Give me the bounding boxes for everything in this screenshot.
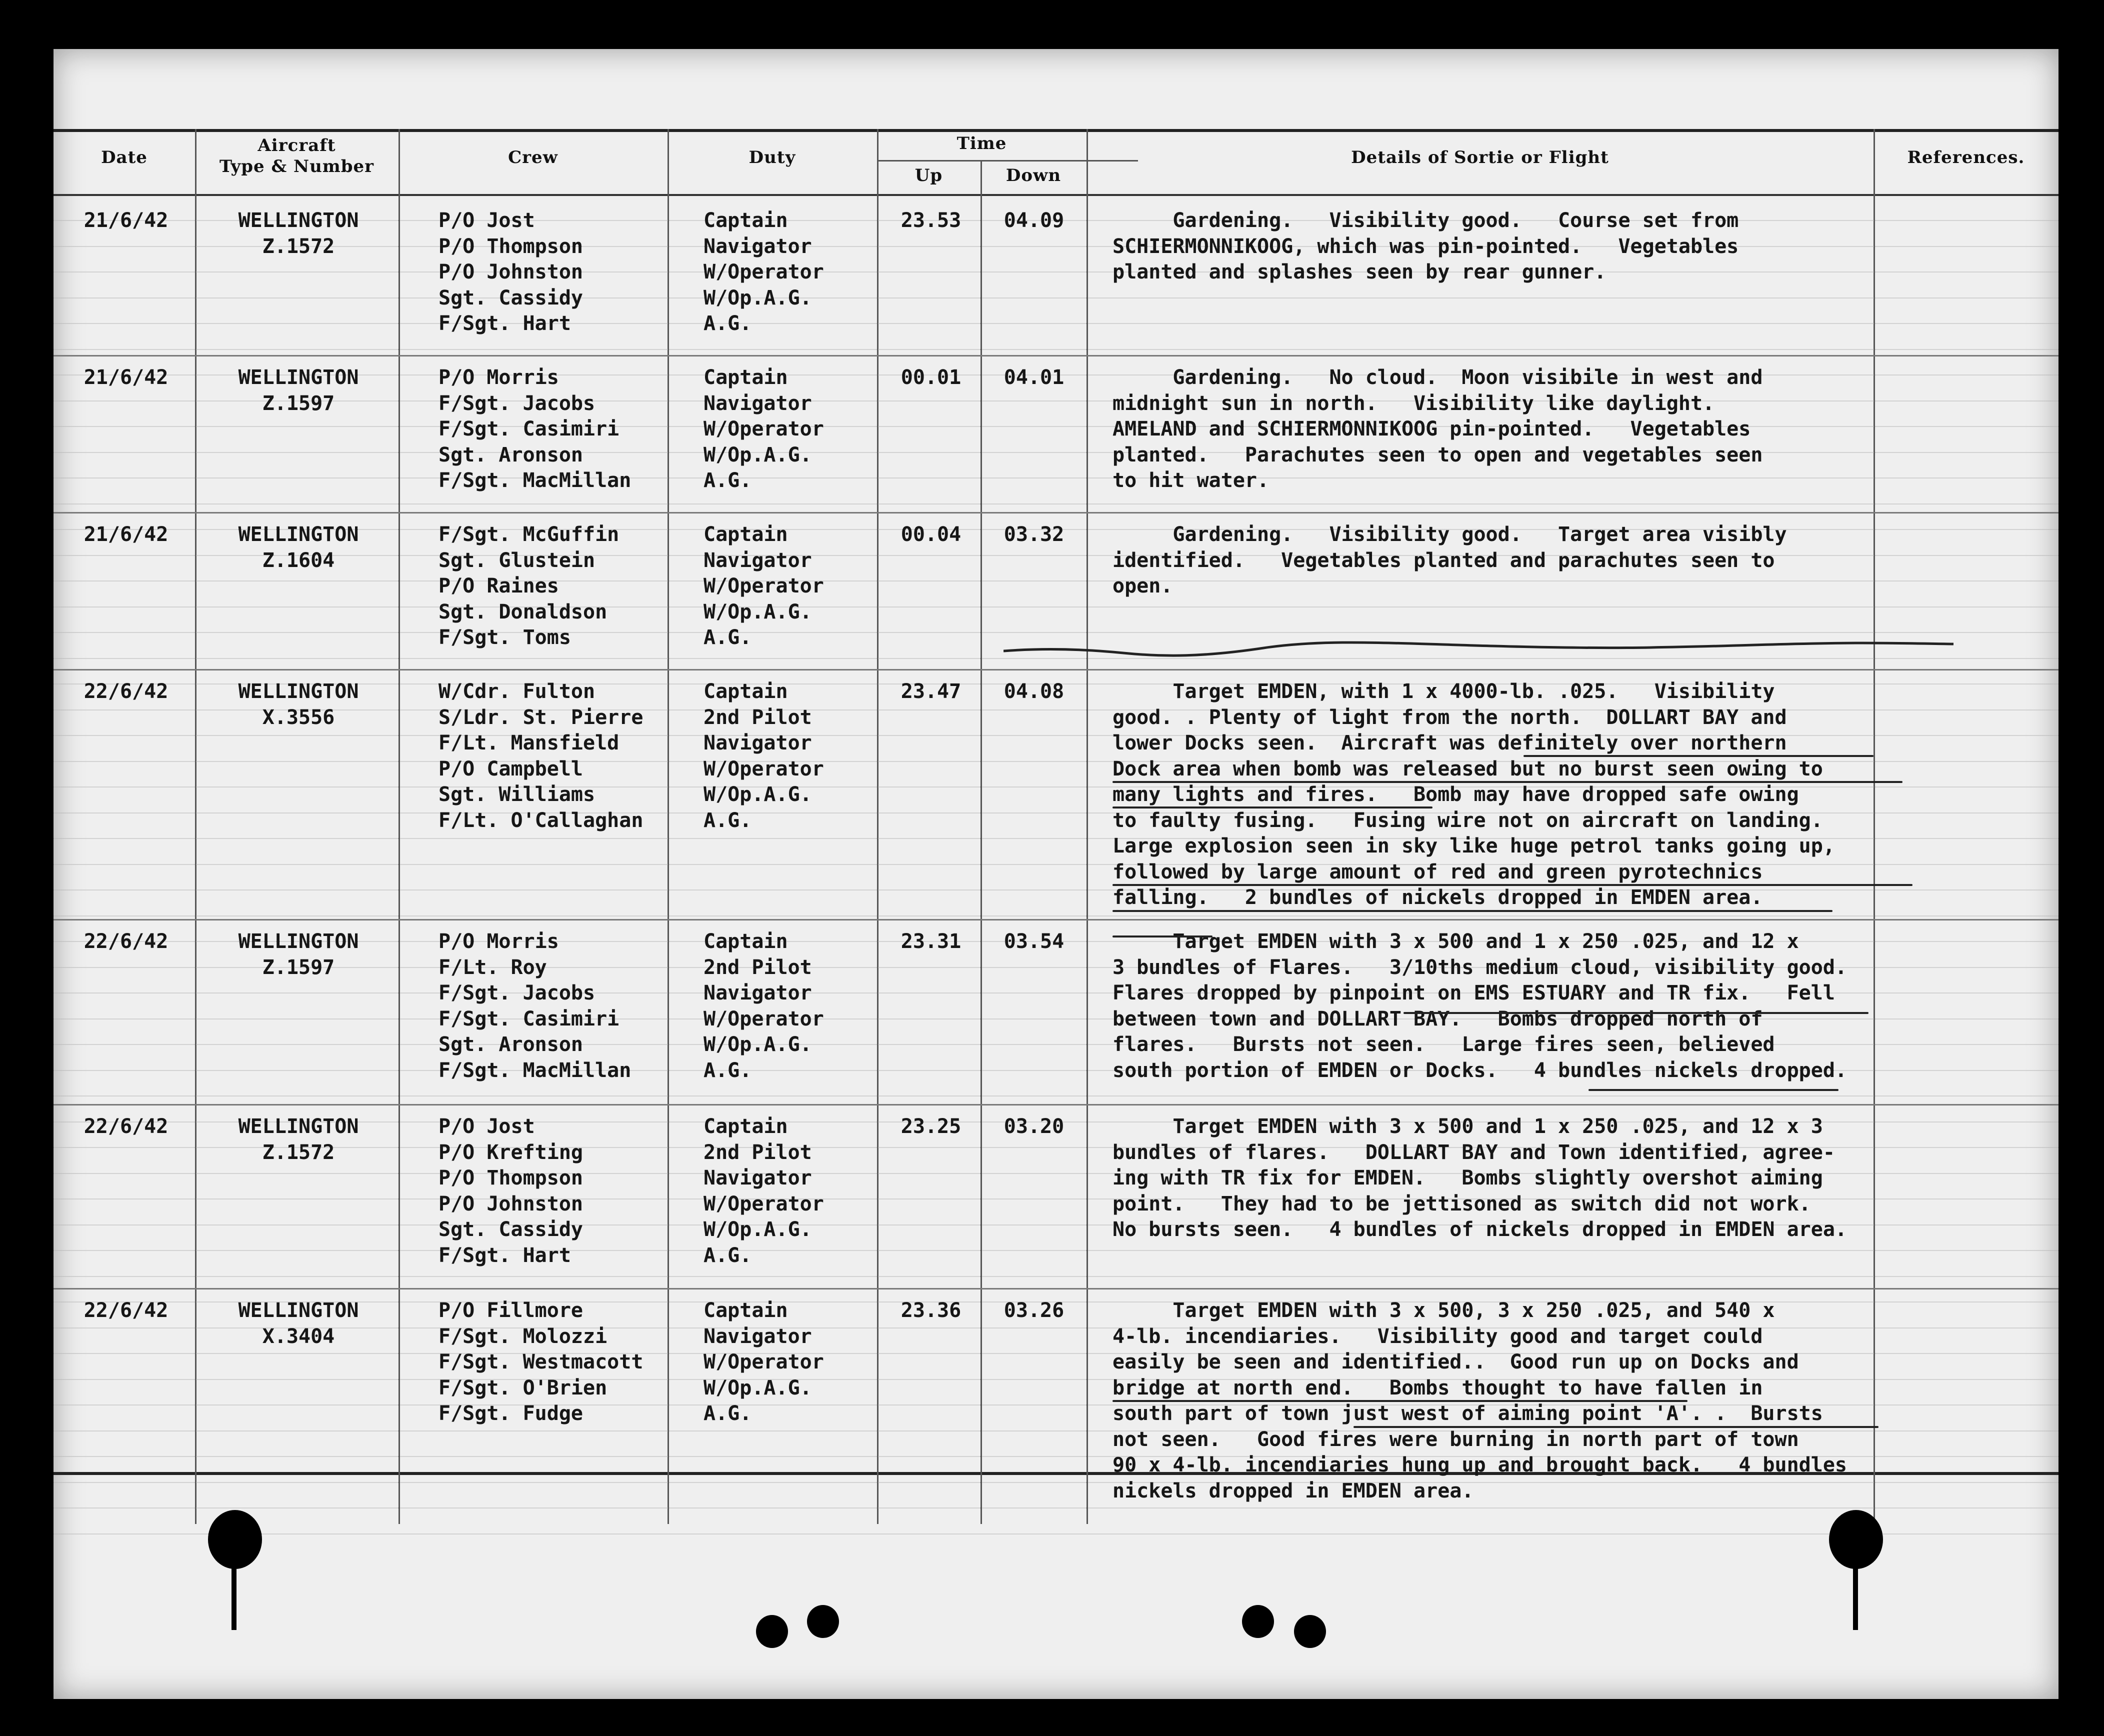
sortie-duty-line: A.G. [704, 808, 752, 832]
rule-line [54, 349, 2058, 350]
sortie-details-line: point. They had to be jettisoned as switch did not work. [1112, 1192, 1811, 1216]
sortie-time-up: 00.01 [900, 366, 962, 389]
sortie-duty [704, 1298, 824, 1427]
sortie-time-up: 23.31 [900, 930, 962, 953]
sortie-duty-line: Captain [704, 523, 788, 546]
sortie-time-down: 03.32 [1004, 523, 1064, 546]
rule-line [54, 1276, 2058, 1277]
sortie-crew-line: P/O Johnston [438, 260, 583, 284]
sortie-aircraft-line: WELLINGTON [238, 209, 359, 232]
header-time: Time [956, 134, 1007, 154]
sortie-crew-line: P/O Thompson [438, 1166, 583, 1190]
sortie-crew-line: F/Sgt. Molozzi [438, 1324, 608, 1348]
entry-separator [54, 919, 2058, 920]
sortie-duty-line: W/Op.A.G. [704, 1376, 812, 1400]
sortie-details-line: bundles of flares. DOLLART BAY and Town identified, agree- [1112, 1140, 1835, 1164]
pen-underline [1524, 755, 1874, 757]
sortie-aircraft [198, 679, 398, 730]
sortie-duty-line: W/Operator [704, 757, 824, 780]
rule-line [54, 606, 2058, 608]
sortie-details-line: not seen. Good fires were burning in north part of town [1112, 1428, 1799, 1451]
header-aircraft [195, 135, 398, 177]
sortie-duty-line: W/Operator [704, 418, 824, 440]
pen-underline [1112, 910, 1832, 912]
sortie-aircraft-line: WELLINGTON [238, 1299, 359, 1322]
sortie-crew-line: P/O Raines [438, 574, 559, 598]
sortie-aircraft-line: X.3404 [262, 1324, 335, 1348]
sortie-time-down: 04.08 [1004, 680, 1064, 703]
header-references: References. [1907, 148, 2025, 168]
record-sheet [54, 49, 2058, 1699]
sortie-details-line: No bursts seen. 4 bundles of nickels dropped in EMDEN area. [1112, 1218, 1848, 1241]
sortie-crew-line: Sgt. Aronson [438, 1033, 583, 1056]
header-up: Up [914, 166, 943, 186]
binder-hole [1242, 1605, 1274, 1638]
sortie-time-up: 23.47 [900, 680, 962, 703]
rule-line [54, 323, 2058, 324]
sortie-aircraft-line: Z.1572 [262, 1140, 335, 1164]
sortie-details-line: Dock area when bomb was released but no burst seen owing to [1112, 757, 1823, 780]
entry-separator [54, 512, 2058, 514]
sortie-crew-line: F/Sgt. Casimiri [438, 418, 620, 440]
sortie-duty [704, 208, 824, 337]
sortie-duty [704, 679, 824, 834]
sortie-duty-line: W/Operator [704, 1192, 824, 1216]
col-divider-down [1086, 129, 1088, 1524]
sortie-aircraft-line: WELLINGTON [238, 366, 359, 389]
sortie-details-line: Target EMDEN with 3 x 500, 3 x 250 .025, and 540 x [1112, 1299, 1775, 1322]
sortie-crew-line: F/Sgt. MacMillan [438, 1058, 632, 1082]
pen-underline [1112, 936, 1212, 938]
sortie-time-up: 23.53 [900, 209, 962, 232]
sortie-duty-line: A.G. [704, 469, 752, 492]
sortie-duty-line: Navigator [704, 392, 812, 415]
sortie-crew-line: P/O Jost [438, 1115, 535, 1138]
sortie-details-line: good. . Plenty of light from the north. DOLLART BAY and [1112, 706, 1787, 729]
sortie-date: 21/6/42 [84, 209, 168, 232]
sortie-duty-line: W/Operator [704, 1007, 824, 1030]
sortie-details-line: Target EMDEN with 3 x 500 and 1 x 250 .025, and 12 x [1112, 930, 1799, 953]
sortie-crew [438, 929, 631, 1084]
header-date: Date [101, 148, 148, 168]
sortie-details [1112, 1114, 1847, 1243]
pen-underline [1588, 1089, 1838, 1091]
sortie-crew [438, 365, 631, 494]
sortie-duty-line: Navigator [704, 1324, 812, 1348]
sortie-crew-line: Sgt. Aronson [438, 443, 583, 466]
sortie-details [1112, 522, 1787, 600]
sortie-details-line: AMELAND and SCHIERMONNIKOOG pin-pointed. Vegetables [1112, 418, 1751, 440]
sortie-crew-line: P/O Fillmore [438, 1299, 583, 1322]
sortie-crew-line: F/Sgt. McGuffin [438, 523, 620, 546]
sortie-duty-line: W/Op.A.G. [704, 783, 812, 806]
sortie-crew [438, 1298, 643, 1427]
sortie-crew-line: F/Sgt. Toms [438, 626, 571, 649]
col-divider-date [195, 129, 196, 1524]
sortie-crew-line: F/Lt. Roy [438, 956, 547, 979]
sortie-aircraft [198, 1298, 398, 1350]
sortie-aircraft [198, 1114, 398, 1166]
sortie-duty-line: Captain [704, 930, 788, 953]
header-down: Down [1006, 166, 1062, 186]
sortie-time-down: 04.01 [1004, 366, 1064, 389]
pen-underline [1404, 1012, 1868, 1014]
sortie-details-line: 90 x 4-lb. incendiaries hung up and brought back. 4 bundles [1112, 1454, 1848, 1476]
sortie-details [1112, 679, 1835, 911]
sortie-details-line: Target EMDEN, with 1 x 4000-lb. .025. Visibility [1112, 680, 1775, 703]
sortie-crew [438, 679, 643, 834]
col-divider-up [980, 160, 982, 1524]
rule-line [54, 1250, 2058, 1251]
sortie-details-line: open. [1112, 574, 1173, 598]
header-duty: Duty [748, 148, 796, 168]
sortie-crew-line: P/O Jost [438, 209, 535, 232]
sortie-details-line: south portion of EMDEN or Docks. 4 bundles nickels dropped. [1112, 1058, 1848, 1082]
sortie-crew-line: P/O Thompson [438, 234, 583, 258]
sortie-duty-line: A.G. [704, 312, 752, 335]
pen-underline [1354, 1426, 1878, 1428]
pen-underline [1112, 806, 1432, 808]
sortie-crew-line: F/Sgt. Jacobs [438, 982, 596, 1004]
sortie-duty-line: Navigator [704, 732, 812, 754]
sortie-crew [438, 1114, 583, 1268]
sortie-details-line: identified. Vegetables planted and parachutes seen to [1112, 548, 1775, 572]
sortie-duty-line: A.G. [704, 1402, 752, 1425]
sortie-duty-line: A.G. [704, 1058, 752, 1082]
sortie-details-line: ing with TR fix for EMDEN. Bombs slightly overshot aiming [1112, 1166, 1823, 1190]
sortie-details [1112, 208, 1738, 286]
col-divider-aircraft [398, 129, 400, 1524]
sortie-date: 22/6/42 [84, 1115, 168, 1138]
binder-hole [208, 1510, 262, 1569]
sortie-duty-line: W/Op.A.G. [704, 600, 812, 624]
sortie-details-line: between town and DOLLART BAY. Bombs dropped north of [1112, 1007, 1763, 1030]
sortie-aircraft [198, 365, 398, 416]
header-crew: Crew [508, 148, 558, 168]
sortie-duty-line: Captain [704, 366, 788, 389]
sortie-details-line: followed by large amount of red and green pyrotechnics [1112, 860, 1763, 884]
sortie-crew [438, 208, 583, 337]
sortie-details-line: easily be seen and identified.. Good run up on Docks and [1112, 1350, 1799, 1374]
entry-separator [54, 1288, 2058, 1290]
sortie-crew-line: Sgt. Cassidy [438, 1218, 583, 1241]
sortie-aircraft-line: Z.1597 [262, 392, 335, 415]
sortie-duty [704, 365, 824, 494]
sortie-crew-line: P/O Johnston [438, 1192, 583, 1216]
sortie-crew-line: F/Sgt. Westmacott [438, 1350, 644, 1374]
sortie-crew-line: S/Ldr. St. Pierre [438, 706, 644, 729]
sortie-aircraft-line: WELLINGTON [238, 680, 359, 703]
entry-separator [54, 1104, 2058, 1106]
col-divider-crew [668, 129, 669, 1524]
sortie-details-line: planted and splashes seen by rear gunner. [1112, 260, 1606, 284]
sortie-duty-line: Navigator [704, 1166, 812, 1190]
sortie-duty-line: W/Operator [704, 574, 824, 598]
sortie-details-line: to faulty fusing. Fusing wire not on aircraft on landing. [1112, 808, 1823, 832]
sortie-crew-line: P/O Morris [438, 366, 559, 389]
binder-hole [1294, 1615, 1326, 1648]
sortie-details-line: planted. Parachutes seen to open and vegetables seen [1112, 443, 1763, 466]
sortie-crew-line: F/Sgt. Hart [438, 1244, 571, 1267]
sortie-time-up: 00.04 [900, 523, 962, 546]
sortie-crew-line: P/O Krefting [438, 1140, 583, 1164]
header-aircraft-line1: Aircraft [258, 136, 336, 156]
sortie-aircraft [198, 208, 398, 260]
sortie-details-line: nickels dropped in EMDEN area. [1112, 1479, 1474, 1502]
header-rule [54, 194, 2058, 196]
sortie-details [1112, 929, 1847, 1084]
sortie-crew-line: Sgt. Glustein [438, 548, 596, 572]
sortie-duty-line: 2nd Pilot [704, 956, 812, 979]
sortie-duty-line: 2nd Pilot [704, 706, 812, 729]
sortie-aircraft-line: Z.1572 [262, 234, 335, 258]
binder-hole [807, 1605, 839, 1638]
sortie-time-down: 03.54 [1004, 930, 1064, 953]
sortie-aircraft [198, 522, 398, 574]
sortie-crew [438, 522, 619, 651]
sortie-date: 21/6/42 [84, 366, 168, 389]
sortie-duty-line: Navigator [704, 234, 812, 258]
sortie-crew-line: F/Sgt. MacMillan [438, 469, 632, 492]
sortie-details-line: falling. 2 bundles of nickels dropped in EMDEN area. [1112, 886, 1763, 909]
sortie-crew-line: F/Sgt. Jacobs [438, 392, 596, 415]
top-rule [54, 129, 2058, 132]
sortie-date: 21/6/42 [84, 523, 168, 546]
sortie-duty-line: Captain [704, 209, 788, 232]
sortie-time-down: 03.20 [1004, 1115, 1064, 1138]
sortie-crew-line: F/Sgt. Fudge [438, 1402, 583, 1425]
sortie-aircraft-line: WELLINGTON [238, 523, 359, 546]
sortie-crew-line: F/Sgt. Hart [438, 312, 571, 335]
sortie-duty-line: W/Operator [704, 260, 824, 284]
header-details: Details of Sortie or Flight [1351, 148, 1609, 168]
binder-hook [232, 1565, 236, 1630]
entry-separator [54, 669, 2058, 670]
sortie-date: 22/6/42 [84, 930, 168, 953]
sortie-crew-line: P/O Campbell [438, 757, 583, 780]
sortie-crew-line: Sgt. Donaldson [438, 600, 608, 624]
sortie-date: 22/6/42 [84, 680, 168, 703]
header-aircraft-line2: Type & Number [219, 156, 374, 176]
sortie-aircraft-line: WELLINGTON [238, 930, 359, 953]
sortie-details-line: 3 bundles of Flares. 3/10ths medium cloud, visibility good. [1112, 956, 1848, 979]
sortie-aircraft-line: Z.1597 [262, 956, 335, 979]
sortie-crew-line: W/Cdr. Fulton [438, 680, 596, 703]
sortie-date: 22/6/42 [84, 1299, 168, 1322]
sortie-details-line: Gardening. No cloud. Moon visibile in west and [1112, 366, 1763, 389]
sortie-aircraft-line: WELLINGTON [238, 1115, 359, 1138]
sortie-details-line: Large explosion seen in sky like huge petrol tanks going up, [1112, 834, 1835, 858]
sortie-time-down: 03.26 [1004, 1299, 1064, 1322]
sortie-time-up: 23.36 [900, 1299, 962, 1322]
sortie-crew-line: Sgt. Cassidy [438, 286, 583, 310]
sortie-crew-line: F/Lt. Mansfield [438, 732, 620, 754]
sortie-duty [704, 522, 824, 651]
sortie-time-down: 04.09 [1004, 209, 1064, 232]
binder-hole [1829, 1510, 1883, 1569]
sortie-duty-line: W/Op.A.G. [704, 443, 812, 466]
sortie-details-line: SCHIERMONNIKOOG, which was pin-pointed. Vegetables [1112, 234, 1739, 258]
sortie-details-line: south part of town just west of aiming point 'A'. . Bursts [1112, 1402, 1823, 1425]
sortie-duty-line: 2nd Pilot [704, 1140, 812, 1164]
sortie-aircraft [198, 929, 398, 980]
sortie-duty-line: A.G. [704, 1244, 752, 1267]
sortie-duty-line: W/Op.A.G. [704, 1033, 812, 1056]
sortie-details-line: 4-lb. incendiaries. Visibility good and target could [1112, 1324, 1763, 1348]
sortie-details-line: Gardening. Visibility good. Target area visibly [1112, 523, 1787, 546]
sortie-details-line: Target EMDEN with 3 x 500 and 1 x 250 .025, and 12 x 3 [1112, 1115, 1823, 1138]
sortie-duty [704, 1114, 824, 1268]
entry-separator [54, 355, 2058, 356]
sortie-details-line: bridge at north end. Bombs thought to have fallen in [1112, 1376, 1763, 1400]
sortie-duty-line: Navigator [704, 982, 812, 1004]
sortie-crew-line: F/Lt. O'Callaghan [438, 808, 644, 832]
sortie-details-line: Gardening. Visibility good. Course set from [1112, 209, 1739, 232]
binder-hook [1853, 1565, 1858, 1630]
pen-underline [1112, 781, 1902, 783]
sortie-duty-line: Captain [704, 1115, 788, 1138]
sortie-details-line: to hit water. [1112, 469, 1270, 492]
sortie-duty [704, 929, 824, 1084]
pen-line [1004, 633, 1954, 663]
sortie-duty-line: W/Operator [704, 1350, 824, 1374]
col-divider-details [1874, 129, 1875, 1524]
sortie-duty-line: A.G. [704, 626, 752, 649]
sortie-details-line: Flares dropped by pinpoint on EMS ESTUARY and TR fix. Fell [1112, 982, 1835, 1004]
sortie-aircraft-line: X.3556 [262, 706, 335, 729]
sortie-crew-line: Sgt. Williams [438, 783, 596, 806]
pen-underline [1112, 884, 1912, 886]
sortie-duty-line: W/Op.A.G. [704, 1218, 812, 1241]
sortie-details-line: flares. Bursts not seen. Large fires seen, believed [1112, 1033, 1775, 1056]
col-divider-duty [877, 129, 878, 1524]
pen-underline [1112, 1400, 1688, 1402]
sortie-duty-line: Captain [704, 680, 788, 703]
sortie-crew-line: P/O Morris [438, 930, 559, 953]
sortie-time-up: 23.25 [900, 1115, 962, 1138]
sortie-duty-line: Captain [704, 1299, 788, 1322]
sortie-details-line: midnight sun in north. Visibility like daylight. [1112, 392, 1715, 415]
sortie-crew-line: F/Sgt. O'Brien [438, 1376, 608, 1400]
sortie-details-line: many lights and fires. Bomb may have dropped safe owing [1112, 783, 1799, 806]
sortie-details-line: lower Docks seen. Aircraft was definitely over northern [1112, 732, 1787, 754]
sortie-aircraft-line: Z.1604 [262, 548, 335, 572]
sortie-duty-line: W/Op.A.G. [704, 286, 812, 310]
sortie-crew-line: F/Sgt. Casimiri [438, 1007, 620, 1030]
sortie-details [1112, 365, 1762, 494]
binder-hole [756, 1615, 788, 1648]
sortie-duty-line: Navigator [704, 548, 812, 572]
